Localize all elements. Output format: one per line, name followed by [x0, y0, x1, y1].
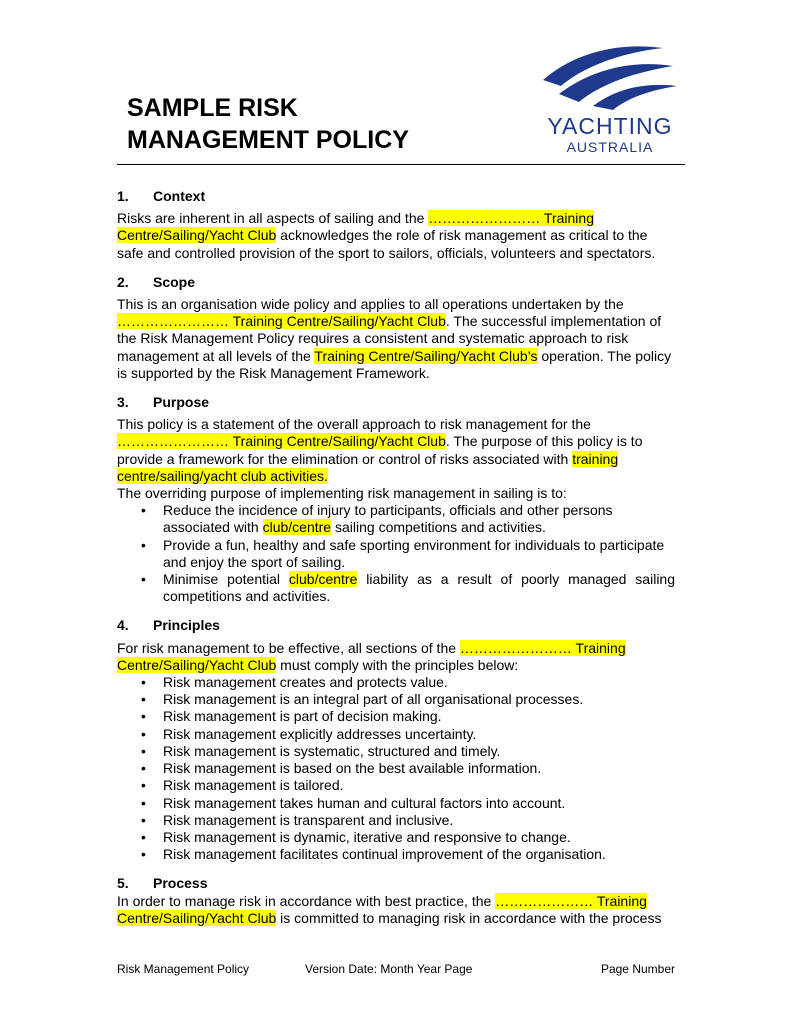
- section-process: [117, 875, 675, 927]
- section-purpose: [117, 394, 675, 605]
- section-paragraph: [117, 416, 675, 485]
- section-number: 4.: [117, 617, 129, 634]
- section-heading: [117, 274, 675, 291]
- section-number: 5.: [117, 875, 129, 892]
- text-run: For risk management to be effective, all sections of the: [117, 639, 460, 656]
- text-run: sailing competitions and activities.: [331, 519, 546, 536]
- text-run: In order to manage risk in accordance with best practice, the: [117, 892, 496, 909]
- section-paragraph: [117, 640, 675, 674]
- logo-text-yachting: YACHTING: [547, 113, 673, 139]
- list-item: • Risk management is based on the best available information.: [117, 760, 675, 777]
- text-run: . The purpose of this policy is to provide a framework for the elimination or control of risks associated with: [117, 433, 643, 467]
- list-item: • Provide a fun, healthy and safe sporting environment for individuals to participate and enjoy the sport of sailing.: [117, 537, 675, 571]
- highlighted-text: …………………… Training Centre/Sailing/Yacht Club: [117, 639, 626, 673]
- text-run: must comply with the principles below:: [276, 656, 519, 673]
- text-run: Risks are inherent in all aspects of sailing and the: [117, 210, 429, 227]
- list-item: • Risk management creates and protects value.: [117, 674, 675, 691]
- policy-body: [117, 188, 675, 939]
- highlighted-text: training centre/sailing/yacht club activities.: [117, 450, 619, 484]
- page-title: [127, 92, 409, 156]
- list-item: • Risk management is transparent and inclusive.: [117, 812, 675, 829]
- section-heading: [117, 617, 675, 634]
- header-divider: [117, 164, 685, 165]
- list-item: • Risk management is tailored.: [117, 777, 675, 794]
- text-run: This policy is a statement of the overall approach to risk management for the: [117, 416, 591, 433]
- text-run: This is an organisation wide policy and applies to all operations undertaken by the: [117, 296, 624, 313]
- highlighted-text: club/centre: [288, 571, 358, 588]
- section-number: 2.: [117, 273, 129, 290]
- section-paragraph: [117, 210, 675, 262]
- highlighted-text: …………………… Training Centre/Sailing/Yacht Club: [117, 433, 446, 450]
- section-number: 3.: [117, 394, 129, 411]
- highlighted-text: …………………… Training Centre/Sailing/Yacht Club: [117, 210, 594, 244]
- highlighted-text: club/centre: [262, 519, 332, 536]
- section-title: Context: [153, 188, 206, 204]
- section-title: Purpose: [153, 394, 210, 411]
- text-run: operation. The policy is supported by the Risk Management Framework.: [117, 347, 672, 381]
- yachting-australia-logo: [535, 42, 685, 160]
- text-run: is committed to managing risk in accordance with the process: [276, 909, 662, 926]
- section-paragraph: The overriding purpose of implementing risk management in sailing is to:: [117, 485, 567, 502]
- highlighted-text: Training Centre/Sailing/Yacht Club’s: [314, 347, 538, 364]
- list-item: • Risk management is part of decision making.: [117, 708, 675, 725]
- text-run: acknowledges the role of risk management as critical to the safe and controlled provision of the sport to sailors, officials, volunteers and spectators.: [117, 227, 656, 261]
- list-item: [117, 571, 675, 605]
- section-title: Scope: [153, 273, 196, 290]
- section-title: Principles: [153, 617, 220, 634]
- section-scope: [117, 274, 675, 382]
- section-heading: [117, 188, 675, 205]
- principles-list: [117, 674, 675, 863]
- text-run: liability as a result of poorly managed sailing competitions and activities.: [163, 571, 675, 605]
- section-paragraph: [117, 893, 675, 927]
- list-item: • Risk management is dynamic, iterative and responsive to change.: [117, 829, 675, 846]
- footer-page-number: Page Number: [600, 962, 675, 976]
- footer-version-date: Version Date: Month Year Page: [305, 962, 473, 976]
- section-principles: [117, 617, 675, 863]
- text-run: . The successful implementation of the Risk Management Policy requires a consistent and systematic approach to risk management at all levels of the: [117, 313, 662, 364]
- section-context: [117, 188, 675, 262]
- highlighted-text: …………………… Training Centre/Sailing/Yacht Club: [117, 313, 446, 330]
- wave-icon: [535, 42, 685, 112]
- purpose-list: [117, 502, 675, 605]
- text-run: Reduce the incidence of injury to participants, officials and other persons associated with: [163, 502, 613, 536]
- list-item: • Risk management is an integral part of all organisational processes.: [117, 691, 675, 708]
- list-item: [117, 502, 675, 536]
- section-title: Process: [153, 875, 208, 892]
- list-item: • Risk management explicitly addresses uncertainty.: [117, 726, 675, 743]
- section-heading: [117, 875, 675, 892]
- text-run: Minimise potential: [163, 571, 289, 588]
- footer-document-title: Risk Management Policy: [117, 962, 250, 976]
- section-paragraph: [117, 296, 675, 382]
- list-item: • Risk management takes human and cultural factors into account.: [117, 795, 675, 812]
- title-line-1: SAMPLE RISK: [127, 94, 298, 122]
- title-line-2: MANAGEMENT POLICY: [127, 126, 409, 154]
- highlighted-text: ………………… Training Centre/Sailing/Yacht Club: [117, 892, 647, 926]
- section-heading: [117, 394, 675, 411]
- list-item: • Risk management facilitates continual improvement of the organisation.: [117, 846, 675, 863]
- list-item: • Risk management is systematic, structured and timely.: [117, 743, 675, 760]
- logo-text-australia: AUSTRALIA: [566, 139, 654, 155]
- section-number: 1.: [117, 188, 129, 204]
